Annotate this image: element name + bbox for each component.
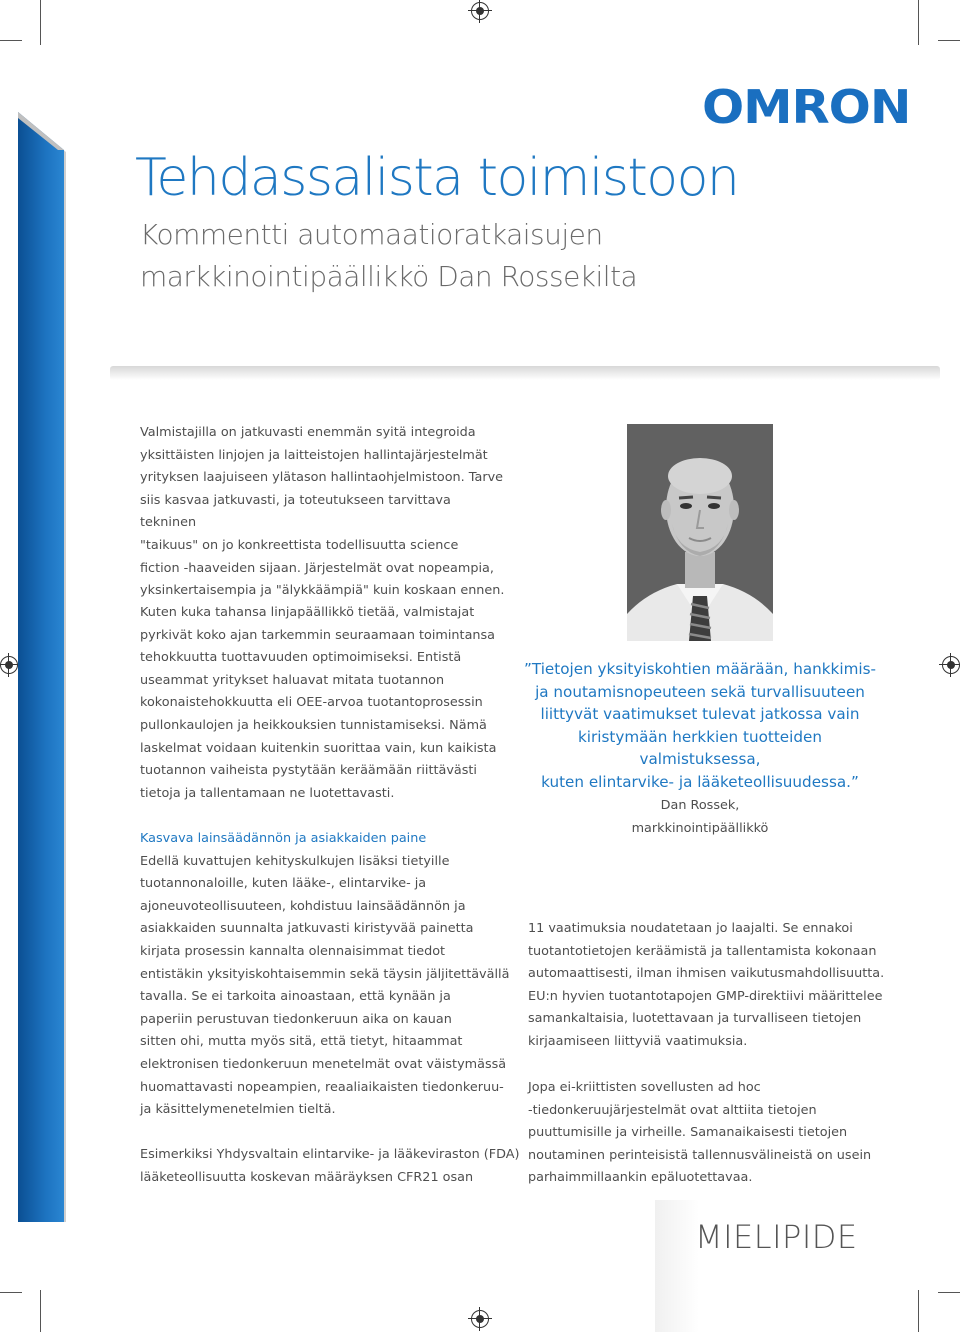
body-paragraph xyxy=(140,602,510,805)
text-line: tietoja ja tallentamaan ne luotettavasti. xyxy=(140,785,395,801)
text-line: tuotannonaloille, kuten lääke-, elintarvike- ja xyxy=(140,876,427,892)
text-line: automaattisesti, ilman ihmisen vaikutusmahdollisuutta. xyxy=(528,966,885,982)
text-line: yrityksen laajuiseen ylätason hallintaohjelmistoon. Tarve xyxy=(140,470,504,486)
subtitle-line: Kommentti automaatioratkaisujen xyxy=(140,218,603,251)
body-paragraph xyxy=(140,1144,520,1189)
page-subtitle xyxy=(140,214,637,298)
portrait-illustration xyxy=(627,424,773,641)
text-line: Valmistajilla on jatkuvasti enemmän syitä integroida xyxy=(140,425,476,440)
text-line: fiction -haaveiden sijaan. Järjestelmät ovat nopeampia, xyxy=(140,560,494,576)
text-line: tuotantotietojen keräämistä ja tallentamista kokonaan xyxy=(528,943,877,959)
quote-attribution xyxy=(580,795,820,840)
section-heading: Kasvava lainsäädännön ja asiakkaiden paine xyxy=(140,831,427,846)
text-line: Kuten kuka tahansa linjapäällikkö tietää, valmistajat xyxy=(140,605,475,620)
intro-paragraph xyxy=(140,422,510,603)
text-line: kirjaamiseen liittyviä vaatimuksia. xyxy=(528,1033,748,1049)
registration-mark-icon xyxy=(471,1310,489,1328)
text-line: lääketeollisuutta koskevan määräyksen CFR21 osan xyxy=(140,1169,474,1185)
text-line: ja käsittelymenetelmien tieltä. xyxy=(140,1102,336,1118)
text-line: paperiin perustuvan tiedonkeruun aika on kauan xyxy=(140,1011,452,1027)
quote-author: Dan Rossek, xyxy=(660,798,740,813)
text-line: pullonkaulojen ja heikkouksien tunnistamiseksi. Nämä xyxy=(140,717,487,733)
section-label: MIELIPIDE xyxy=(695,1218,858,1256)
portrait-photo xyxy=(627,424,773,641)
text-line: 11 vaatimuksia noudatetaan jo laajalti. Se ennakoi xyxy=(528,921,853,936)
crop-mark xyxy=(938,40,960,41)
crop-mark xyxy=(918,1290,919,1332)
text-line: EU:n hyvien tuotantotapojen GMP-direktiivi määrittelee xyxy=(528,988,883,1004)
section-divider xyxy=(110,366,940,380)
crop-mark xyxy=(918,0,919,45)
text-line: kirjata prosessin kannalta olennaisimmat tiedot xyxy=(140,943,446,959)
text-line: entistäkin yksityiskohtaisemmin sekä täysin jäljitettävällä xyxy=(140,966,510,982)
text-line: samankaltaisia, luotettavaan ja turvalliseen tietojen xyxy=(528,1011,862,1027)
text-line: yksinkertaisempia ja "älykkäämpiä" kuin koskaan ennen. xyxy=(140,583,505,599)
crop-mark xyxy=(0,1292,22,1293)
omron-logo: OMRON xyxy=(702,80,911,134)
quote-line: kuten elintarvike- ja lääketeollisuudessa.” xyxy=(541,772,859,791)
crop-mark xyxy=(40,0,41,45)
text-line: siis kasvaa jatkuvasti, ja toteutukseen tarvittava tekninen xyxy=(140,492,451,531)
quote-line: liittyvät vaatimukset tulevat jatkossa vain xyxy=(540,705,860,723)
subtitle-line: markkinointipäällikkö Dan Rossekilta xyxy=(140,260,638,293)
text-line: laskelmat voidaan kuitenkin suorittaa vain, kun kaikista xyxy=(140,740,497,756)
registration-mark-icon xyxy=(471,2,489,20)
body-paragraph xyxy=(528,1077,908,1190)
quote-role: markkinointipäällikkö xyxy=(631,820,769,836)
crop-mark xyxy=(40,1290,41,1332)
text-line: puuttumisille ja virheille. Samanaikaisesti tietojen xyxy=(528,1125,848,1141)
quote-line: kiristymään herkkien tuotteiden valmistuksessa, xyxy=(578,727,822,768)
page-title: Tehdassalista toimistoon xyxy=(135,148,739,208)
body-paragraph xyxy=(528,918,908,1054)
blue-spine-decoration xyxy=(0,112,70,1222)
text-line: useammat yritykset haluavat mitata tuotannon xyxy=(140,672,445,688)
text-line: Esimerkiksi Yhdysvaltain elintarvike- ja lääkeviraston (FDA) xyxy=(140,1147,520,1162)
text-line: "taikuus" on jo konkreettista todellisuutta science xyxy=(140,537,459,553)
body-section xyxy=(140,828,520,1122)
text-line: kokonaistehokkuutta eli OEE-arvoa tuotantoprosessin xyxy=(140,695,483,711)
text-line: Edellä kuvattujen kehityskulkujen lisäksi tietyille xyxy=(140,853,450,869)
text-line: tehokkuutta tuottavuuden optimoimiseksi. Entistä xyxy=(140,650,462,666)
pull-quote xyxy=(520,658,880,793)
text-line: yksittäisten linjojen ja laitteistojen hallintajärjestelmät xyxy=(140,447,488,463)
text-line: sitten ohi, mutta myös sitä, että tietyt, hitaammat xyxy=(140,1034,463,1050)
crop-mark xyxy=(0,40,22,41)
text-line: tavalla. Se ei tarkoita ainoastaan, että kynään ja xyxy=(140,989,451,1005)
text-line: huomattavasti nopeampien, reaaliaikaisten tiedonkeruu- xyxy=(140,1079,504,1095)
text-line: Jopa ei-kriittisten sovellusten ad hoc xyxy=(528,1080,761,1095)
text-line: parhaimmillaankin epäluotettavaa. xyxy=(528,1170,753,1186)
text-line: pyrkivät koko ajan tarkemmin seuraamaan toimintansa xyxy=(140,627,496,643)
quote-line: ja noutamisnopeuteen sekä turvallisuuteen xyxy=(535,682,865,701)
text-line: -tiedonkeruujärjestelmät ovat alttiita tietojen xyxy=(528,1102,817,1118)
registration-mark-icon xyxy=(942,656,960,674)
crop-mark xyxy=(938,1292,960,1293)
text-line: tuotannon vaiheista pystytään keräämään riittävästi xyxy=(140,763,477,779)
text-line: noutaminen perinteisistä tallennusvälineistä on usein xyxy=(528,1147,872,1163)
text-line: asiakkaiden suunnalta jatkuvasti kiristyvää painetta xyxy=(140,921,474,937)
text-line: elektronisen tiedonkeruun menetelmät ovat väistymässä xyxy=(140,1056,507,1072)
quote-line: ”Tietojen yksityiskohtien määrään, hankkimis- xyxy=(524,660,876,678)
text-line: ajoneuvoteollisuuteen, kohdistuu lainsäädännön ja xyxy=(140,898,466,914)
